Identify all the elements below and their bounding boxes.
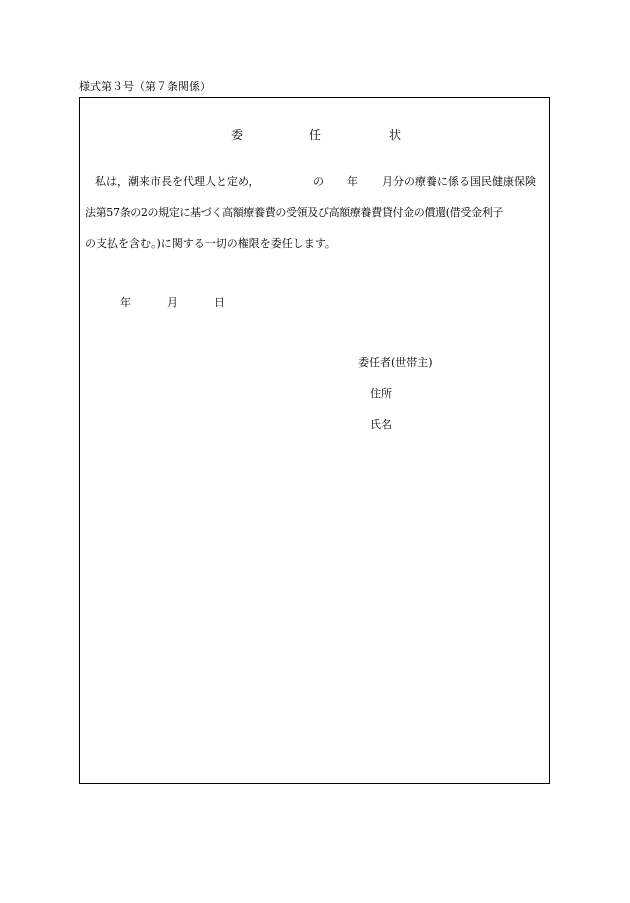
body-line-2: 法第57条の2の規定に基づく高額療養費の受領及び高額療養費貸付金の償還(借受金利子 [85,206,503,219]
body-line-1 [0,174,630,190]
title-char-1: 委 [231,128,244,142]
form-number: 様式第３号（第７条関係） [79,80,211,93]
body-line-3: の支払を含む。)に関する一切の権限を委任します。 [85,237,336,250]
body-line-1-part-1: 私は，潮来市長を代理人と定め， [95,175,260,188]
signer-role-label: 委任者(世帯主) [358,356,433,369]
body-line-1-part-2: の [313,175,324,188]
date-day-label: 日 [214,296,225,309]
body-line-1-part-4: 月分の療養に係る国民健康保険 [382,175,536,188]
date-month-label: 月 [167,296,178,309]
signer-address-label: 住所 [370,387,392,400]
date-year-label: 年 [120,296,131,309]
form-frame [79,97,550,784]
title-char-2: 任 [309,128,322,142]
signer-name-label: 氏名 [370,418,392,431]
body-line-1-part-3: 年 [347,175,358,188]
title-char-3: 状 [389,128,402,142]
